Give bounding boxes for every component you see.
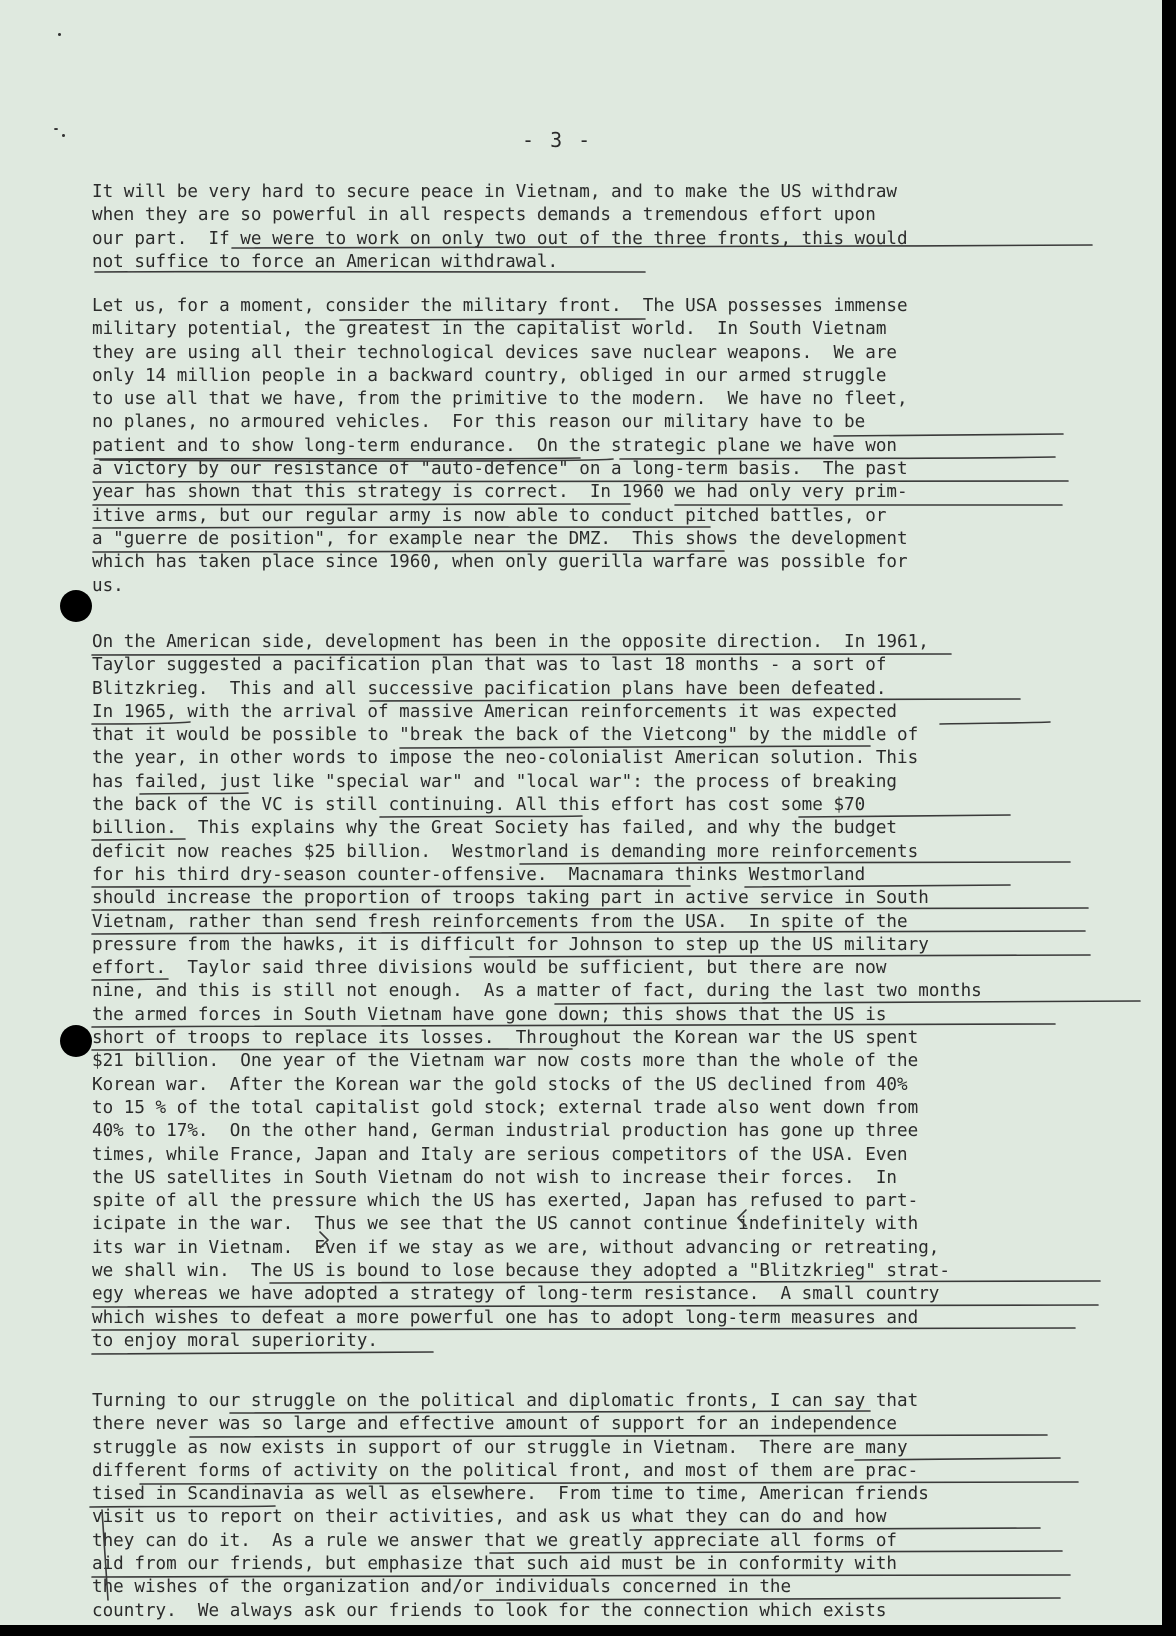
text-line: the armed forces in South Vietnam have gone down; this shows that the US is — [92, 1004, 887, 1025]
text-line: $21 billion. One year of the Vietnam war now costs more than the whole of the — [92, 1051, 919, 1072]
paragraph-1 — [92, 181, 908, 274]
punch-hole — [60, 1025, 92, 1057]
text-line: Taylor suggested a pacification plan that was to last 18 months - a sort of — [92, 655, 887, 676]
text-line: to 15 % of the total capitalist gold stock; external trade also went down from — [92, 1097, 919, 1118]
text-line: aid from our friends, but emphasize that such aid must be in conformity with — [92, 1554, 898, 1575]
text-line: not suffice to force an American withdrawal. — [92, 251, 559, 272]
text-line: 40% to 17%. On the other hand, German industrial production has gone up three — [92, 1121, 919, 1142]
text-line: when they are so powerful in all respects demands a tremendous effort upon — [92, 205, 876, 226]
text-line: which wishes to defeat a more powerful one has to adopt long-term measures and — [92, 1307, 919, 1328]
text-line: the year, in other words to impose the neo-colonialist American solution. This — [92, 748, 919, 769]
text-line: different forms of activity on the political front, and most of them are prac- — [92, 1460, 919, 1481]
text-line: short of troops to replace its losses. Throughout the Korean war the US spent — [92, 1028, 919, 1049]
punch-hole — [60, 590, 92, 622]
page-number: - 3 - — [522, 128, 593, 152]
text-line: only 14 million people in a backward country, obliged in our armed struggle — [92, 365, 887, 386]
text-line: which has taken place since 1960, when only guerilla warfare was possible for — [92, 552, 908, 573]
text-line: nine, and this is still not enough. As a matter of fact, during the last two months — [92, 981, 982, 1002]
paragraph-2 — [92, 295, 908, 598]
text-line: the back of the VC is still continuing. All this effort has cost some $70 — [92, 795, 866, 816]
text-line: our part. If we were to work on only two out of the three fronts, this would — [92, 228, 908, 249]
text-line: Blitzkrieg. This and all successive pacification plans have been defeated. — [92, 678, 887, 699]
text-line: billion. This explains why the Great Society has failed, and why the budget — [92, 818, 898, 839]
text-line: It will be very hard to secure peace in Vietnam, and to make the US withdraw — [92, 182, 898, 202]
text-line: no planes, no armoured vehicles. For this reason our military have to be — [92, 412, 866, 433]
text-line: a "guerre de position", for example near the DMZ. This shows the development — [92, 528, 908, 549]
text-line: pressure from the hawks, it is difficult for Johnson to step up the US military — [92, 934, 929, 955]
text-line: Vietnam, rather than send fresh reinforcements from the USA. In spite of the — [92, 911, 908, 932]
paragraph-4 — [92, 1390, 929, 1623]
text-line: the US satellites in South Vietnam do not wish to increase their forces. In — [92, 1167, 898, 1188]
text-line: that it would be possible to "break the back of the Vietcong" by the middle of — [92, 725, 919, 746]
text-line: itive arms, but our regular army is now able to conduct pitched battles, or — [92, 505, 887, 526]
text-line: struggle as now exists in support of our struggle in Vietnam. There are many — [92, 1437, 908, 1458]
text-line: country. We always ask our friends to look for the connection which exists — [92, 1600, 887, 1621]
text-line: Let us, for a moment, consider the military front. The USA possesses immense — [92, 296, 908, 316]
text-line: visit us to report on their activities, and ask us what they can do and how — [92, 1507, 887, 1528]
text-line: we shall win. The US is bound to lose because they adopted a "Blitzkrieg" strat- — [92, 1261, 950, 1282]
text-line: for his third dry-season counter-offensive. Macnamara thinks Westmorland — [92, 864, 866, 885]
text-line: Korean war. After the Korean war the gold stocks of the US declined from 40% — [92, 1074, 908, 1095]
text-line: to use all that we have, from the primitive to the modern. We have no fleet, — [92, 389, 908, 410]
text-line: to enjoy moral superiority. — [92, 1330, 378, 1351]
text-line: its war in Vietnam. Even if we stay as we are, without advancing or retreating, — [92, 1237, 940, 1258]
text-line: a victory by our resistance of "auto-defence" on a long-term basis. The past — [92, 459, 908, 480]
ink-speck — [62, 134, 65, 137]
ink-speck — [58, 33, 61, 36]
text-line: spite of all the pressure which the US has exerted, Japan has refused to part- — [92, 1191, 919, 1212]
text-line: has failed, just like "special war" and "local war": the process of breaking — [92, 771, 898, 792]
text-line: times, while France, Japan and Italy are serious competitors of the USA. Even — [92, 1144, 908, 1165]
text-line: icipate in the war. Thus we see that the US cannot continue indefinitely with — [92, 1214, 919, 1235]
ink-speck — [54, 128, 58, 130]
paragraph-3 — [92, 631, 982, 1353]
text-line: year has shown that this strategy is correct. In 1960 we had only very prim- — [92, 482, 908, 503]
text-line: patient and to show long-term endurance. On the strategic plane we have won — [92, 435, 898, 456]
text-line: they are using all their technological devices save nuclear weapons. We are — [92, 342, 898, 363]
text-line: us. — [92, 575, 124, 596]
text-line: they can do it. As a rule we answer that we greatly appreciate all forms of — [92, 1530, 898, 1551]
text-line: tised in Scandinavia as well as elsewhere. From time to time, American friends — [92, 1484, 929, 1505]
text-line: On the American side, development has been in the opposite direction. In 1961, — [92, 632, 929, 652]
text-line: the wishes of the organization and/or individuals concerned in the — [92, 1577, 792, 1598]
text-line: deficit now reaches $25 billion. Westmorland is demanding more reinforcements — [92, 841, 919, 862]
text-line: should increase the proportion of troops taking part in active service in South — [92, 888, 929, 909]
text-line: effort. Taylor said three divisions would be sufficient, but there are now — [92, 958, 887, 979]
text-line: egy whereas we have adopted a strategy of long-term resistance. A small country — [92, 1284, 940, 1305]
text-line: Turning to our struggle on the political and diplomatic fronts, I can say that — [92, 1391, 919, 1411]
text-line: there never was so large and effective amount of support for an independence — [92, 1414, 898, 1435]
text-line: military potential, the greatest in the capitalist world. In South Vietnam — [92, 319, 887, 340]
text-line: In 1965, with the arrival of massive American reinforcements it was expected — [92, 701, 898, 722]
